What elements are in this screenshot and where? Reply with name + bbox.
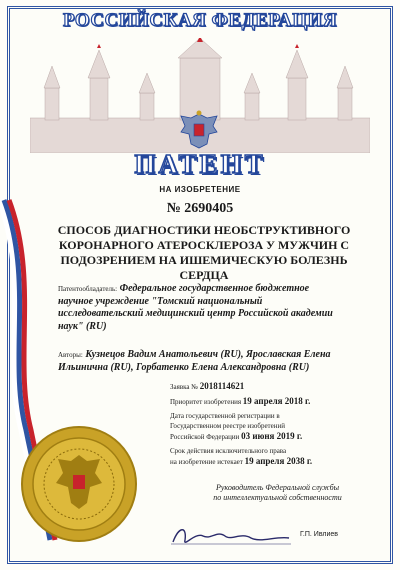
priority-line — [170, 396, 370, 407]
authors-line-1 — [58, 349, 364, 362]
registration-details — [170, 381, 370, 471]
authors-label: Авторы: — [58, 351, 83, 359]
official-position — [195, 483, 360, 503]
validity-date: 19 апреля 2038 г. — [244, 456, 313, 466]
document-type-title: ПАТЕНТ — [134, 149, 266, 179]
holder-text: Федеральное государственное бюджетное — [119, 283, 310, 294]
invention-title-line: ПОДОЗРЕНИЕМ НА ИШЕМИЧЕСКУЮ БОЛЕЗНЬ — [60, 253, 348, 267]
priority-date: 19 апреля 2018 г. — [242, 396, 311, 406]
application-label: Заявка № — [170, 383, 198, 391]
validity-text: Срок действия исключительного права — [170, 447, 287, 455]
registration-prefix: Российской Федерации — [170, 433, 240, 441]
authors-text: Кузнецов Вадим Анатольевич (RU), Ярославская Елена — [85, 349, 331, 360]
validity-line — [170, 446, 370, 467]
invention-title-line: СЕРДЦА — [179, 268, 229, 282]
patent-number: № 2690405 — [166, 201, 234, 216]
official-position-line: Руководитель Федеральной службы — [215, 483, 340, 492]
holder-text: исследовательский медицинский центр Российской академии — [58, 308, 333, 319]
registration-date: 03 июня 2019 г. — [241, 431, 303, 441]
validity-prefix: на изобретение истекает — [170, 458, 243, 466]
registration-text: Дата государственной регистрации в — [170, 412, 280, 420]
eagle-emblem-icon — [177, 108, 221, 152]
holder-text: наук" (RU) — [58, 320, 107, 332]
holder-line-1 — [58, 283, 364, 296]
patent-holder — [58, 283, 364, 333]
signer-name: Г.П. Ивлиев — [300, 531, 338, 538]
authors — [58, 349, 364, 374]
official-position-line: по интеллектуальной собственности — [213, 493, 342, 502]
holder-label: Патентообладатель: — [58, 285, 118, 293]
signature-icon — [165, 522, 295, 550]
holder-text: научное учреждение "Томский национальный — [58, 295, 263, 307]
gold-seal-icon — [20, 425, 138, 543]
invention-title — [40, 223, 368, 283]
country-name: РОССИЙСКАЯ ФЕДЕРАЦИЯ — [62, 10, 338, 31]
priority-label: Приоритет изобретения — [170, 398, 242, 406]
application-number: 2018114621 — [199, 381, 245, 391]
invention-title-line: СПОСОБ ДИАГНОСТИКИ НЕОБСТРУКТИВНОГО — [57, 223, 351, 237]
authors-text: Ильинична (RU), Горбатенко Елена Александровна (RU) — [58, 361, 310, 373]
application-line — [170, 381, 370, 392]
document-subtype: НА ИЗОБРЕТЕНИЕ — [159, 185, 241, 194]
registration-line — [170, 411, 370, 442]
invention-title-line: КОРОНАРНОГО АТЕРОСКЛЕРОЗА У МУЖЧИН С — [58, 238, 350, 252]
registration-text: Государственном реестре изобретений — [170, 422, 285, 430]
